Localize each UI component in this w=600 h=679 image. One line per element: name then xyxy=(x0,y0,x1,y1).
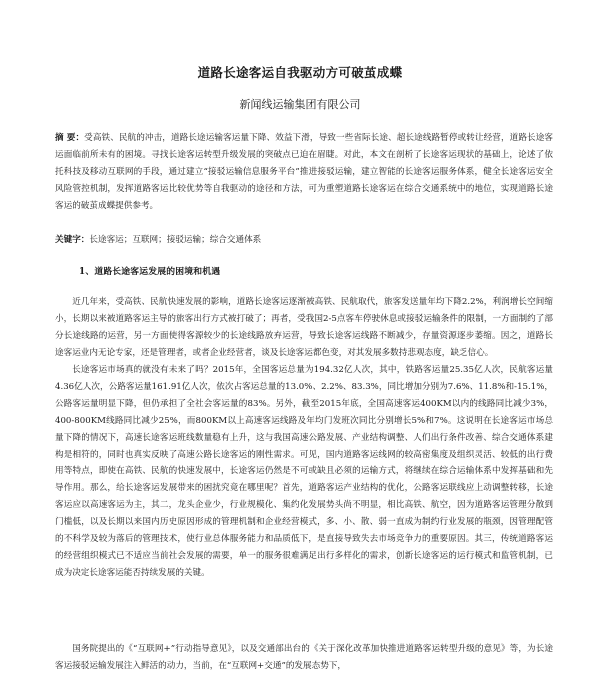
keywords-label: 关键字： xyxy=(55,235,90,245)
article-title: 道路长途客运自我驱动方可破茧成蝶 xyxy=(197,65,403,80)
section-heading: 1、道路长途客运发展的困境和机遇 xyxy=(79,267,221,277)
body-paragraph: 长途客运市场真的就没有未来了吗？2015年，全国客运总量为194.32亿人次，其中，铁路客运量25.35亿人次，民航客运量4.36亿人次，公路客运量161.91亿人次，依次占客运总量的13.0%、2.2%、83.3%，同比增加分别为7.6%、11.8%和-15.1%，公路客运量明显下降，但仍承担了全社会客运量的83%。另外，截至2015年底，全国高速客运400KM以内的线路同比减少3%，400-800KM线路同比减少25%，而800KM以上高速客运线路及年均门发班次同比分别增长5%和7%。这说明在长途客运市场总量下降的情况下，高速长途客运班线数量稳有上升，这与我国高速公路发展、产业结构调整、人们出行条件改善、综合交通体系建构是相符的，同时也真实反映了高速公路长途客运的刚性需求。可见，国内道路客运线网的较高密集度及组织灵活、较低的出行费用等特点，即使在高铁、民航的快速发展中，长途客运仍然是不可或缺且必须的运输方式，将继续在综合运输体系中发挥基础和先导作用。那么，给长途客运发展带来的困扰究竟在哪里呢？首先，道路客运产业结构的优化，公路客运联线应上动调整转移，长途客运应以高速客运为主，其二，龙头企业少，行业规模化、集约化发展势头尚不明显，相比高铁、航空，因为道路客运管理分散到门槛低，以及长期以来国内历史原因形成的管理机制和企业经营模式，多、小、散、弱一直成为制约行业发展的瓶颈，因管理配管的不科学及较为落后的管理技术，使行业总体服务能力和品质低下，是直接导致失去市场竞争力的重要原因。其三，传统道路客运的经营组织模式已不适应当前社会发展的需要，单一的服务很难满足出行多样化的需求，创新长途客运的运行模式和监管机制，已成为决定长途客运能否持续发展的关键。 xyxy=(55,365,553,578)
article-author: 新闻线运输集团有限公司 xyxy=(239,98,361,111)
body-paragraph: 近几年来，受高铁、民航快速发展的影响，道路长途客运逐渐被高铁、民航取代，旅客发送量年均下降2.2%，利润增长空间缩小，长期以来被道路客运主导的旅客出行方式被打破了；再者，受我国2-5点客车停驶休息或接驳运输条件的限制，一方面制约了部分长途线路的运营，另一方面使得客源较少的长途线路放弃运营，导致长途客运线路不断减少，存量资源逐步萎缩。因之，道路长途客运业内无论专家，还是管理者，或者企业经营者，谈及长途客运都色变，对其发展多数持悲观态度，缺乏信心。 xyxy=(55,297,553,358)
abstract xyxy=(55,130,553,232)
abstract-label: 摘 要： xyxy=(55,133,85,143)
body-paragraph: 国务院提出的《“互联网+”行动指导意见》，以及交通部出台的《关于深化改革加快推进道路客运转型升级的意见》等，为长途客运接驳运输发展注入鲜活的动力，当前，在“互联网+交通”的发展态势下， xyxy=(55,644,553,671)
keywords-text: 长途客运；互联网；接驳运输；综合交通体系 xyxy=(89,235,262,245)
abstract-text: 受高铁、民航的冲击，道路长途运输客运量下降、效益下滑，导致一些省际长途、超长途线路暂停或转让经营，道路长途客运面临前所未有的困境。寻找长途客运转型升级发展的突破点已迫在眉睫。对此，本文在剖析了长途客运现状的基础上，论述了依托科技及移动互联网的手段，通过建立“接驳运输信息服务平台”推进接驳运输，建立智能的长途客运服务体系，健全长途客运安全风险管控机制，发挥道路客运比较优势等自我驱动的途径和方法，可为重塑道路长途客运在综合交通系统中的地位，实现道路长途客运的破茧成蝶提供参考。 xyxy=(55,133,553,211)
keywords xyxy=(55,232,553,249)
